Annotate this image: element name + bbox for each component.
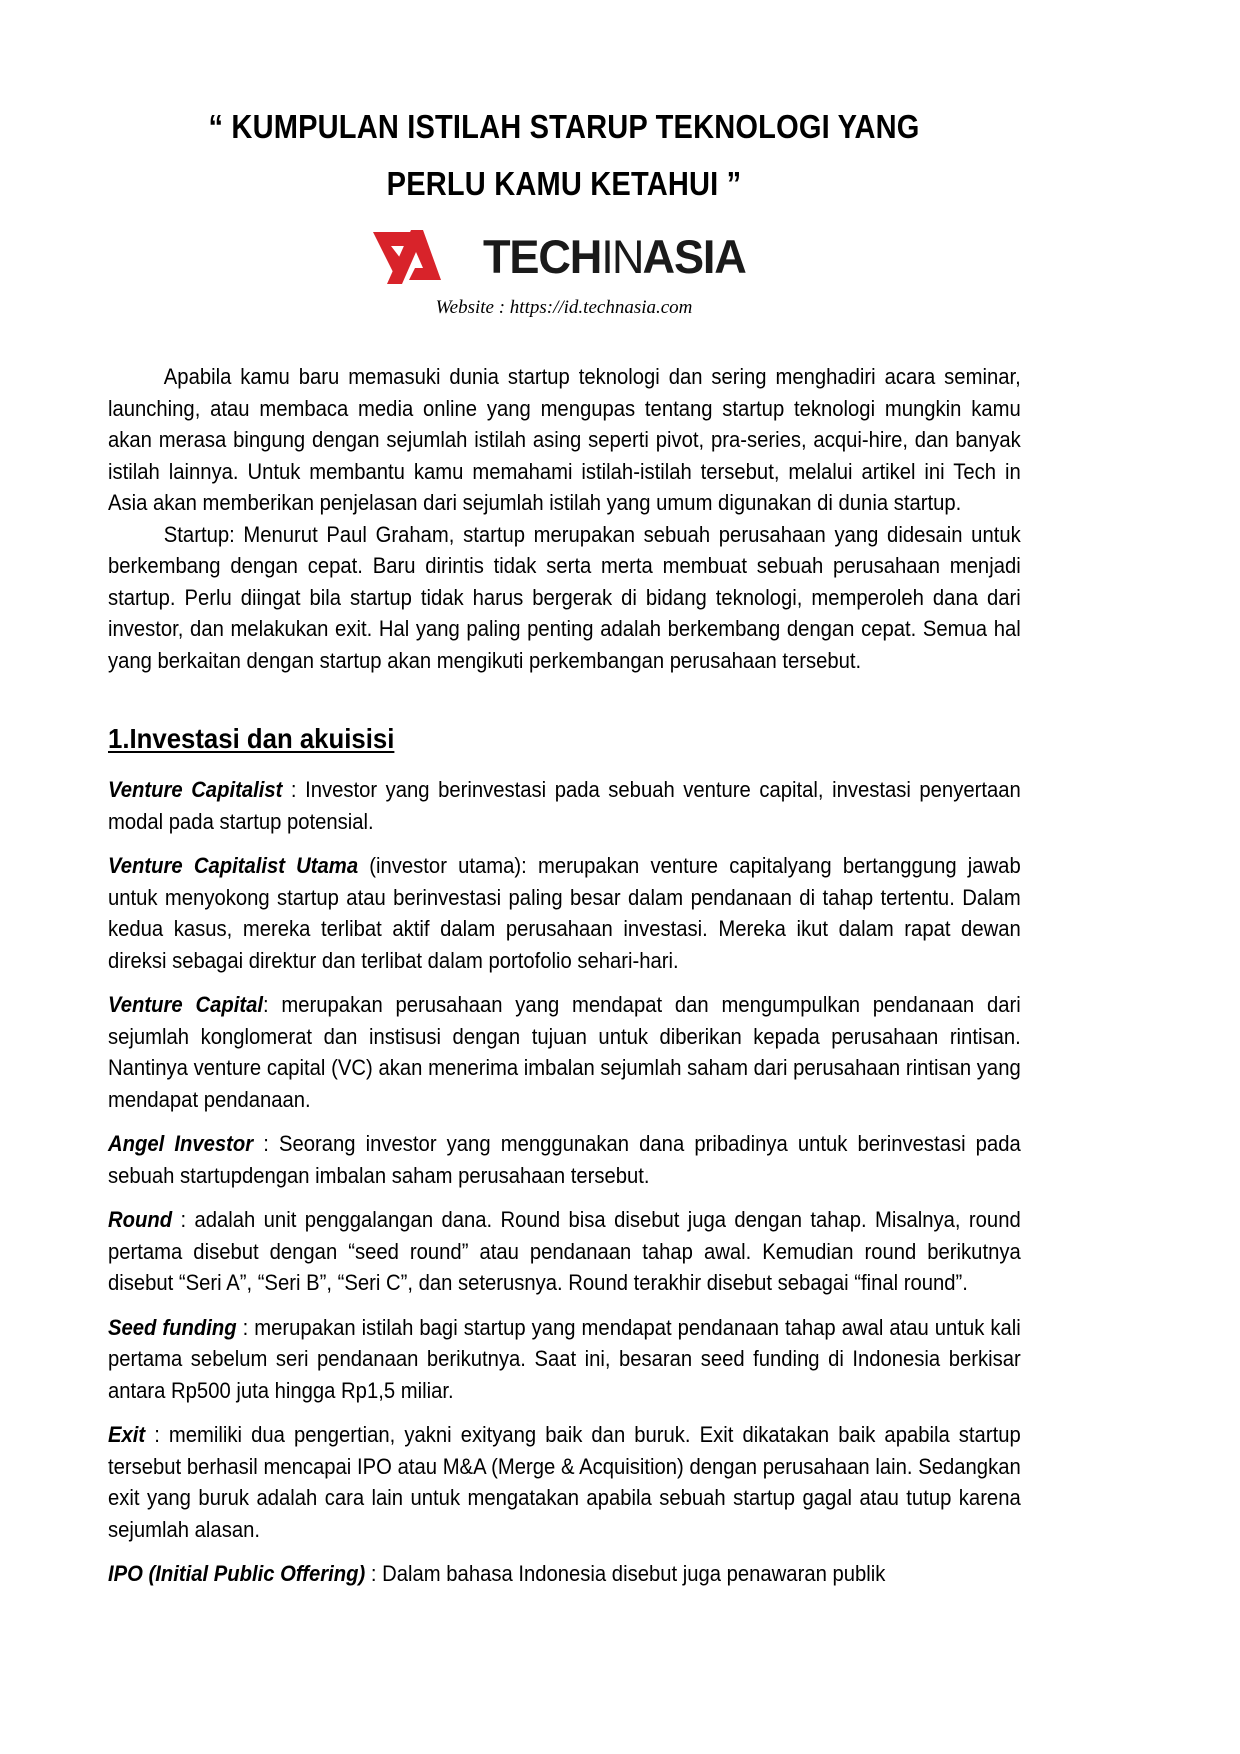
definition-body: : Investor yang berinvestasi pada sebuah venture capital, investasi penyertaan modal pada startup potensial. [108,777,1021,834]
definition-body: : Seorang investor yang menggunakan dana pribadinya untuk berinvestasi pada sebuah startupdengan imbalan saham perusahaan tersebut. [108,1131,1021,1188]
definition-item [108,1128,1021,1191]
definition-term: IPO (Initial Public Offering) [108,1561,366,1586]
logo-word-in: IN [601,229,643,283]
definition-item [108,989,1021,1115]
definition-body: : adalah unit penggalangan dana. Round bisa disebut juga dengan tahap. Misalnya, round pertama disebut dengan “seed round” atau pendanaan tahap awal. Kemudian round berikutnya disebut “Seri A”, “Seri B”, “Seri C”, dan seterusnya. Round terakhir disebut sebagai “final round”. [108,1207,1021,1295]
definition-term: Venture Capitalist Utama [108,853,359,878]
section-heading-investasi: 1.Investasi dan akuisisi [108,723,395,754]
intro-paragraph-1: Apabila kamu baru memasuki dunia startup teknologi dan sering menghadiri acara seminar, launching, atau membaca media online yang mengupas tentang startup teknologi mungkin kamu akan merasa bingung dengan sejumlah istilah asing seperti pivot, pra-series, acqui-hire, dan banyak istilah lainnya. Untuk membantu kamu memahami istilah-istilah tersebut, melalui artikel ini Tech in Asia akan memberikan penjelasan dari sejumlah istilah yang umum digunakan di dunia startup. [108,364,1021,515]
definition-body: (investor utama): merupakan venture capitalyang bertanggung jawab untuk menyokong startup atau berinvestasi paling besar dalam pendanaan di tahap tertentu. Dalam kedua kasus, mereka terlibat aktif dalam perusahaan investasi. Mereka ikut dalam rapat dewan direksi sebagai direktur dan terlibat dalam portofolio sehari-hari. [108,853,1021,973]
definition-term: Venture Capitalist [108,777,283,802]
definition-term: Round [108,1207,173,1232]
definition-body: : merupakan perusahaan yang mendapat dan mengumpulkan pendanaan dari sejumlah konglomerat dan instisusi dengan tujuan untuk diberikan kepada perusahaan rintisan. Nantinya venture capital (VC) akan menerima imbalan sejumlah saham dari perusahaan rintisan yang mendapat pendanaan. [108,992,1021,1112]
definition-term: Angel Investor [108,1131,254,1156]
definition-item [108,1312,1021,1407]
logo-wordmark [483,229,746,283]
logo-word-asia: ASIA [642,229,746,283]
logo-row [371,226,757,286]
definition-body: : merupakan istilah bagi startup yang mendapat pendanaan tahap awal atau untuk kali pertama sebelum seri pendanaan berikutnya. Saat ini, besaran seed funding di Indonesia berkisar antara Rp500 juta hingga Rp1,5 miliar. [108,1314,1021,1403]
document-content [108,0,1020,1603]
logo-word-tech: TECH [483,229,602,283]
definition-body: : Dalam bahasa Indonesia disebut juga penawaran publik [365,1561,886,1586]
page-title-line-2: PERLU KAMU KETAHUI ” [386,165,742,202]
definition-item [108,1419,1021,1545]
page-title [163,0,966,212]
definition-item [108,850,1021,976]
techinasia-logo-icon [371,226,467,286]
brand-logo [108,226,1020,319]
definition-term: Venture Capital [108,992,263,1017]
definition-body: : memiliki dua pengertian, yakni exityang baik dan buruk. Exit dikatakan baik apabila startup tersebut berhasil mencapai IPO atau M&A (Merge & Acquisition) dengan perusahaan lain. Sedangkan exit yang buruk adalah cara lain untuk mengatakan apabila sebuah startup gagal atau tutup karena sejumlah alasan. [108,1422,1021,1542]
page-title-line-1: “ KUMPULAN ISTILAH STARUP TEKNOLOGI YANG [208,108,920,145]
website-line: Website : https://id.technasia.com [435,297,693,318]
definition-item [108,1558,1021,1590]
intro-paragraph-2: Startup: Menurut Paul Graham, startup merupakan sebuah perusahaan yang didesain untuk berkembang dengan cepat. Baru dirintis tidak serta merta membuat sebuah perusahaan menjadi startup. Perlu diingat bila startup tidak harus bergerak di bidang teknologi, memperoleh dana dari investor, dan melakukan exit. Hal yang paling penting adalah berkembang dengan cepat. Semua hal yang berkaitan dengan startup akan mengikuti perkembangan perusahaan tersebut. [108,521,1021,673]
definition-item [108,1204,1021,1299]
definition-term: Seed funding [108,1314,237,1340]
definition-item [108,774,1021,837]
definition-term: Exit [108,1422,146,1447]
definition-list [108,774,1020,1590]
